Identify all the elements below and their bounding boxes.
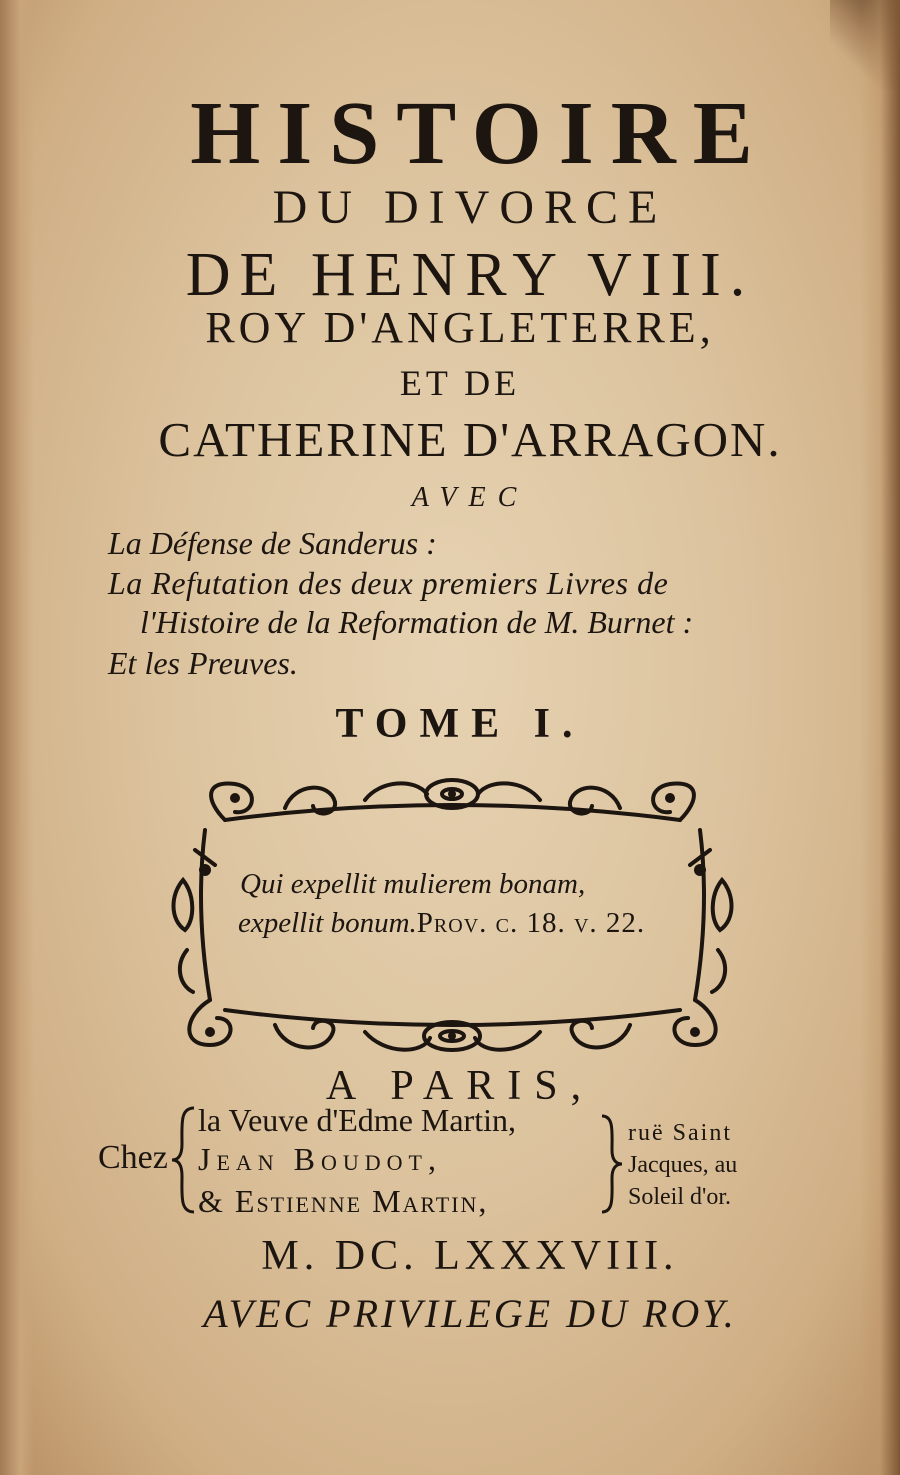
motto-line-2 bbox=[238, 907, 645, 940]
motto-line-2-text: expellit bonum. bbox=[238, 907, 417, 939]
imprint-city: A PARIS, bbox=[325, 1063, 595, 1109]
publisher-1-text: la Veuve d'Edme Martin, bbox=[198, 1102, 516, 1138]
publisher-2: Jean Boudot, bbox=[198, 1141, 442, 1177]
address-line-1: ruë Saint bbox=[628, 1120, 732, 1146]
page-corner-shadow bbox=[830, 0, 900, 90]
contents-line-4: Et les Preuves. bbox=[108, 645, 298, 681]
publisher-3: & Estienne Martin, bbox=[198, 1183, 489, 1219]
motto-citation: Prov. c. 18. v. 22. bbox=[416, 907, 646, 939]
imprint-chez: Chez bbox=[98, 1139, 168, 1176]
left-brace-icon bbox=[168, 1104, 198, 1216]
title-du-divorce: DU DIVORCE bbox=[272, 181, 668, 234]
royal-privilege: AVEC PRIVILEGE DU ROY. bbox=[203, 1291, 737, 1336]
publisher-1 bbox=[198, 1102, 516, 1139]
imprint-date: M. DC. LXXXVIII. bbox=[261, 1233, 679, 1279]
contents-line-1: La Défense de Sanderus : bbox=[108, 525, 437, 561]
title-catherine: CATHERINE D'ARRAGON. bbox=[158, 412, 782, 467]
address-line-3: Soleil d'or. bbox=[628, 1184, 731, 1210]
contents-line-3: l'Histoire de la Reformation de M. Burnet : bbox=[140, 604, 694, 640]
title-henry-viii: DE HENRY VIII. bbox=[185, 241, 755, 309]
title-histoire: HISTOIRE bbox=[190, 84, 770, 183]
avec-heading: AVEC bbox=[411, 482, 529, 513]
volume-label: TOME I. bbox=[335, 701, 585, 747]
title-roy-dangleterre: ROY D'ANGLETERRE, bbox=[205, 303, 715, 352]
contents-line-2: La Refutation des deux premiers Livres de bbox=[108, 565, 669, 601]
right-brace-icon bbox=[598, 1112, 626, 1216]
title-et-de: ET DE bbox=[399, 363, 521, 403]
motto-line-1: Qui expellit mulierem bonam, bbox=[240, 868, 586, 900]
address-line-2: Jacques, au bbox=[628, 1152, 738, 1178]
